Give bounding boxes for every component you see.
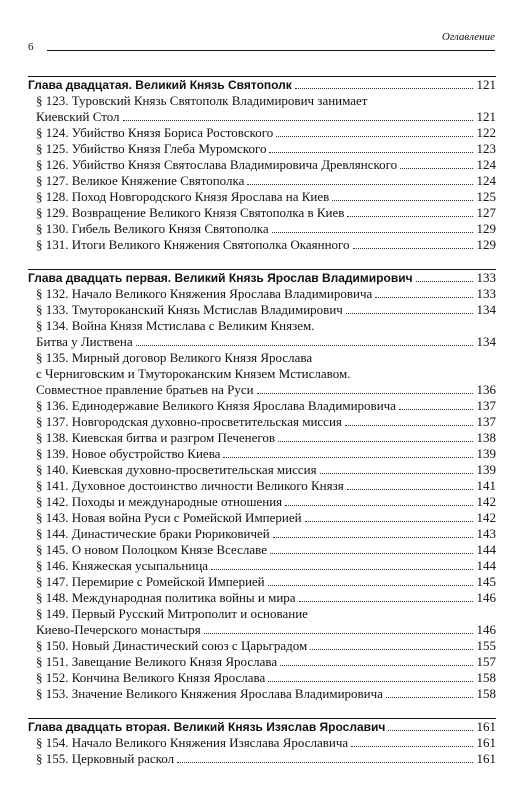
toc-entry[interactable] [28,382,496,398]
page-ref: 133 [476,286,496,301]
dot-leader [272,232,473,233]
dot-leader [136,345,473,346]
section-number: § 125. [36,141,69,156]
dot-leader [345,425,473,426]
section-title: Династические браки Рюриковичей [71,526,270,541]
dot-leader [400,168,473,169]
toc-entry[interactable] [28,638,496,654]
section-number: § 140. [36,462,69,477]
section-number: § 130. [36,221,69,236]
section-number: § 149. [36,606,69,621]
toc-entry[interactable] [28,542,496,558]
toc-entry[interactable] [28,205,496,221]
section-title: Духовное достоинство личности Великого Князя [71,478,344,493]
chapter-title: Глава двадцать вторая. Великий Князь Изяслав Ярославич [28,720,386,734]
dot-leader [268,585,473,586]
page-ref: 146 [476,622,496,637]
toc-entry[interactable] [28,189,496,205]
section-number: § 142. [36,494,69,509]
page-ref: 123 [476,141,496,156]
section-number: § 143. [36,510,69,525]
chapter-block [28,76,496,253]
section-title: Тмутороканский Князь Мстислав Владимирович [71,302,343,317]
section-number: § 151. [36,654,69,669]
toc-entry[interactable] [28,670,496,686]
section-title: Убийство Князя Бориса Ростовского [71,125,274,140]
section-title: Туровский Князь Святополк Владимирович занимает [71,93,368,108]
section-number: § 147. [36,574,69,589]
dot-leader [280,665,473,666]
page-ref: 157 [476,654,496,669]
toc-entry[interactable] [28,302,496,318]
page-ref: 137 [476,398,496,413]
section-number: § 126. [36,157,69,172]
page-ref: 146 [476,590,496,605]
chapter-title: Глава двадцать первая. Великий Князь Ярослав Владимирович [28,271,413,285]
toc-entry[interactable] [28,446,496,462]
section-title: Церковный раскол [71,751,175,766]
page-ref: 121 [476,109,496,124]
section-title: Новгородская духовно-просветительская миссия [71,414,342,429]
section-number: § 138. [36,430,69,445]
dot-leader [388,730,473,731]
dot-leader [299,601,473,602]
toc-entry[interactable] [28,157,496,173]
section-title: Кончина Великого Князя Ярослава [71,670,266,685]
section-number: § 124. [36,125,69,140]
dot-leader [347,489,473,490]
toc-entry[interactable] [28,125,496,141]
toc-entry[interactable] [28,350,496,366]
page-ref: 161 [476,719,496,734]
section-title: Киевский Стол [36,109,120,124]
running-header-title: Оглавление [441,31,495,43]
dot-leader [270,553,473,554]
section-title: Возвращение Великого Князя Святополка в Киев [71,205,345,220]
toc-entry[interactable] [28,462,496,478]
section-number: § 135. [36,350,69,365]
section-title: Великое Княжение Святополка [71,173,245,188]
toc-entry[interactable] [28,286,496,302]
page-ref: 134 [476,302,496,317]
toc-entry[interactable] [28,735,496,751]
section-number: § 134. [36,318,69,333]
page-ref: 161 [476,751,496,766]
page-ref: 134 [476,334,496,349]
section-number: § 154. [36,735,69,750]
section-title: Совместное правление братьев на Руси [36,382,254,397]
section-title: Битва у Листвена [36,334,133,349]
dot-leader [320,473,473,474]
toc-entry[interactable] [28,654,496,670]
section-title: Поход Новгородского Князя Ярослава на Киев [71,189,330,204]
toc-entry[interactable] [28,510,496,526]
header-rule [47,50,495,51]
page-ref: 145 [476,574,496,589]
section-title: Итоги Великого Княжения Святополка Окаянного [71,237,350,252]
dot-leader [278,441,473,442]
section-number: § 129. [36,205,69,220]
section-title: Перемирие с Ромейской Империей [71,574,265,589]
page-ref: 158 [476,686,496,701]
section-number: § 131. [36,237,69,252]
dot-leader [268,681,473,682]
dot-leader [347,216,473,217]
page-ref: 155 [476,638,496,653]
section-number: § 137. [36,414,69,429]
dot-leader [177,762,473,763]
toc-entry[interactable] [28,430,496,446]
page-ref: 122 [476,125,496,140]
dot-leader [416,281,473,282]
dot-leader [123,120,473,121]
dot-leader [247,184,473,185]
section-number: § 136. [36,398,69,413]
dot-leader [310,649,473,650]
toc-entry[interactable] [28,93,496,109]
page-ref: 136 [476,382,496,397]
page-ref: 124 [476,157,496,172]
dot-leader [285,505,473,506]
section-number: § 152. [36,670,69,685]
section-number: § 155. [36,751,69,766]
section-title: Единодержавие Великого Князя Ярослава Владимировича [71,398,396,413]
section-title: Новый Династический союз с Царьградом [71,638,308,653]
section-number: § 132. [36,286,69,301]
section-title: с Черниговским и Тмутороканским Князем Мстиславом. [36,366,351,381]
toc-entry[interactable] [28,334,496,350]
dot-leader [351,746,473,747]
page-ref: 121 [476,77,496,92]
toc-entry[interactable] [28,478,496,494]
toc-entry[interactable] [28,590,496,606]
toc-entry[interactable] [28,141,496,157]
page-ref: 129 [476,237,496,252]
toc-entry[interactable] [28,414,496,430]
section-title: О новом Полоцком Князе Всеславе [71,542,267,557]
toc-entry[interactable] [28,398,496,414]
section-title: Значение Великого Княжения Ярослава Владимировича [71,686,383,701]
toc-entry[interactable] [28,751,496,767]
section-number: § 127. [36,173,69,188]
section-title: Гибель Великого Князя Святополка [71,221,269,236]
page-ref: 124 [476,173,496,188]
dot-leader [295,88,473,89]
section-title: Киево-Печерского монастыря [36,622,201,637]
chapter-heading[interactable] [28,76,496,93]
section-title: Начало Великого Княжения Изяслава Ярославича [71,735,349,750]
page-ref: 125 [476,189,496,204]
page-ref: 144 [476,558,496,573]
toc-entry[interactable] [28,221,496,237]
page-ref: 142 [476,494,496,509]
page-ref: 129 [476,221,496,236]
toc-entry[interactable] [28,109,496,125]
toc-entry[interactable] [28,173,496,189]
chapter-heading[interactable] [28,269,496,286]
page-ref: 144 [476,542,496,557]
section-number: § 128. [36,189,69,204]
toc-entry[interactable] [28,558,496,574]
section-title: Международная политика войны и мира [71,590,296,605]
toc-entry[interactable] [28,574,496,590]
dot-leader [273,537,473,538]
toc-entry[interactable] [28,494,496,510]
dot-leader [346,313,473,314]
section-title: Княжеская усыпальница [71,558,209,573]
section-number: § 150. [36,638,69,653]
chapter-block [28,718,496,767]
page-ref: 139 [476,462,496,477]
section-number: § 141. [36,478,69,493]
section-number: § 139. [36,446,69,461]
section-title: Киевская духовно-просветительская миссия [71,462,317,477]
page-ref: 141 [476,478,496,493]
table-of-contents [28,76,496,783]
dot-leader [276,136,473,137]
dot-leader [332,200,473,201]
dot-leader [269,152,473,153]
dot-leader [353,248,473,249]
section-number: § 123. [36,93,69,108]
chapter-heading[interactable] [28,718,496,735]
page-ref: 142 [476,510,496,525]
toc-entry[interactable] [28,366,496,382]
section-title: Киевская битва и разгром Печенегов [71,430,276,445]
dot-leader [257,393,473,394]
chapter-block [28,269,496,702]
section-title: Убийство Князя Глеба Муромского [71,141,267,156]
toc-entry[interactable] [28,526,496,542]
page-ref: 161 [476,735,496,750]
toc-entry[interactable] [28,606,496,622]
section-title: Новая война Руси с Ромейской Империей [71,510,302,525]
page-ref: 127 [476,205,496,220]
section-number: § 153. [36,686,69,701]
dot-leader [204,633,473,634]
dot-leader [211,569,473,570]
section-number: § 146. [36,558,69,573]
section-title: Новое обустройство Киева [71,446,221,461]
section-number: § 148. [36,590,69,605]
page-ref: 143 [476,526,496,541]
page-ref: 139 [476,446,496,461]
section-title: Начало Великого Княжения Ярослава Владимировича [71,286,373,301]
dot-leader [375,297,473,298]
page-number: 6 [28,41,34,53]
toc-entry[interactable] [28,622,496,638]
dot-leader [386,697,473,698]
section-title: Первый Русский Митрополит и основание [71,606,308,621]
toc-entry[interactable] [28,237,496,253]
page-ref: 138 [476,430,496,445]
dot-leader [223,457,473,458]
section-number: § 145. [36,542,69,557]
dot-leader [305,521,473,522]
section-title: Завещание Великого Князя Ярослава [71,654,278,669]
section-title: Убийство Князя Святослава Владимировича Древлянского [71,157,398,172]
toc-entry[interactable] [28,686,496,702]
page-ref: 158 [476,670,496,685]
page-ref: 137 [476,414,496,429]
chapter-title: Глава двадцатая. Великий Князь Святополк [28,78,292,92]
section-title: Мирный договор Великого Князя Ярослава [71,350,313,365]
section-number: § 144. [36,526,69,541]
toc-entry[interactable] [28,318,496,334]
dot-leader [399,409,473,410]
section-number: § 133. [36,302,69,317]
section-title: Походы и международные отношения [71,494,283,509]
page-ref: 133 [476,270,496,285]
section-title: Война Князя Мстислава с Великим Князем. [71,318,315,333]
